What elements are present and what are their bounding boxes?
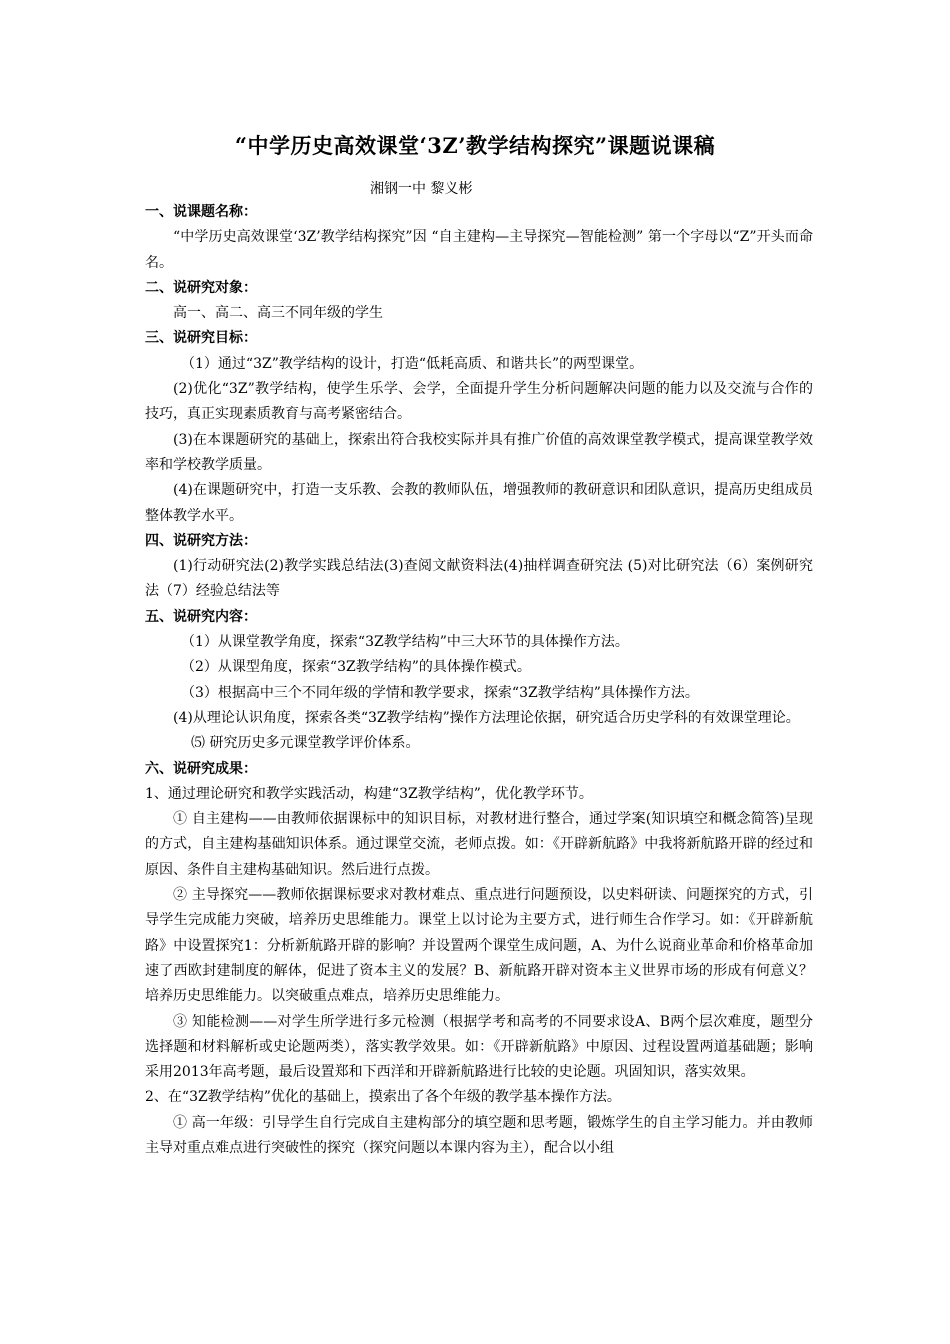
section-heading: 二、说研究对象：: [145, 279, 257, 296]
document-body: [145, 200, 813, 1161]
section-heading: 六、说研究成果：: [145, 760, 257, 777]
paragraph: (3)在本课题研究的基础上，探索出符合我校实际并具有推广价值的高效课堂教学模式，提高课堂教学效率和学校教学质量。: [145, 431, 813, 473]
paragraph: （3）根据高中三个不同年级的学情和教学要求，探索“3Z教学结构”具体操作方法。: [181, 684, 699, 701]
section-heading: 一、说课题名称：: [145, 204, 257, 220]
paragraph: 1、通过理论研究和教学实践活动，构建“3Z教学结构”，优化教学环节。: [145, 785, 593, 802]
paragraph: （1）通过“3Z”教学结构的设计，打造“低耗高质、和谐共长”的两型课堂。: [181, 355, 644, 372]
paragraph: ⑸ 研究历史多元课堂教学评价体系。: [191, 735, 420, 752]
paragraph: 高一、高二、高三不同年级的学生: [173, 305, 383, 322]
section-heading: 五、说研究内容：: [145, 608, 257, 625]
paragraph: (2)优化“3Z”教学结构，使学生乐学、会学，全面提升学生分析问题解决问题的能力以及交流与合作的技巧，真正实现素质教育与高考紧密结合。: [145, 381, 813, 423]
paragraph: （1）从课堂教学角度，探索“3Z教学结构”中三大环节的具体操作方法。: [181, 634, 629, 651]
document-title: “中学历史高效课堂‘3Z’教学结构探究”课题说课稿: [234, 133, 716, 158]
author-line: 湘钢一中 黎义彬: [370, 181, 473, 197]
paragraph: ① 自主建构——由教师依据课标中的知识目标，对教材进行整合，通过学案(知识填空和概念简答)呈现的方式，自主建构基础知识体系。通过课堂交流，老师点拨。如：《开辟新航路》中我将新航路开辟的经过和原因、条件自主建构基础知识。然后进行点拨。: [145, 811, 813, 878]
paragraph: (4)在课题研究中，打造一支乐教、会教的教师队伍，增强教师的教研意识和团队意识，提高历史组成员整体教学水平。: [145, 482, 813, 524]
section-heading: 三、说研究目标：: [145, 330, 257, 347]
paragraph: (1)行动研究法(2)教学实践总结法(3)查阅文献资料法(4)抽样调查研究法 (5)对比研究法（6）案例研究法（7）经验总结法等: [145, 558, 813, 600]
paragraph: “中学历史高效课堂‘3Z’教学结构探究”因 “自主建构—主导探究—智能检测” 第一个字母以“Z”开头而命名。: [145, 229, 813, 271]
paragraph: （2）从课型角度，探索“3Z教学结构”的具体操作模式。: [181, 659, 531, 676]
paragraph: (4)从理论认识角度，探索各类“3Z教学结构”操作方法理论依据，研究适合历史学科的有效课堂理论。: [173, 709, 800, 726]
paragraph: ② 主导探究——教师依据课标要求对教材难点、重点进行问题预设，以史料研读、问题探究的方式，引导学生完成能力突破，培养历史思维能力。课堂上以讨论为主要方式，进行师生合作学习。如：《开辟新航路》中设置探究1：分析新航路开辟的影响？并设置两个课堂生成问题，A、为什么说商业革命和价格革命加速了西欧封建制度的解体，促进了资本主义的发展？B、新航路开辟对资本主义世界市场的形成有何意义？培养历史思维能力。以突破重点难点，培养历史思维能力。: [145, 887, 813, 1005]
paragraph: ③ 知能检测——对学生所学进行多元检测（根据学考和高考的不同要求设A、B两个层次难度，题型分选择题和材料解析或史论题两类），落实教学效果。如：《开辟新航路》中原因、过程设置两道基础题；影响采用2013年高考题，最后设置郑和下西洋和开辟新航路进行比较的史论题。巩固知识，落实效果。: [145, 1013, 813, 1081]
section-heading: 四、说研究方法：: [145, 532, 257, 549]
paragraph: ① 高一年级：引导学生自行完成自主建构部分的填空题和思考题，锻炼学生的自主学习能力。并由教师主导对重点难点进行突破性的探究（探究问题以本课内容为主），配合以小组: [145, 1114, 813, 1156]
paragraph: 2、在“3Z教学结构”优化的基础上，摸索出了各个年级的教学基本操作方法。: [145, 1089, 621, 1106]
